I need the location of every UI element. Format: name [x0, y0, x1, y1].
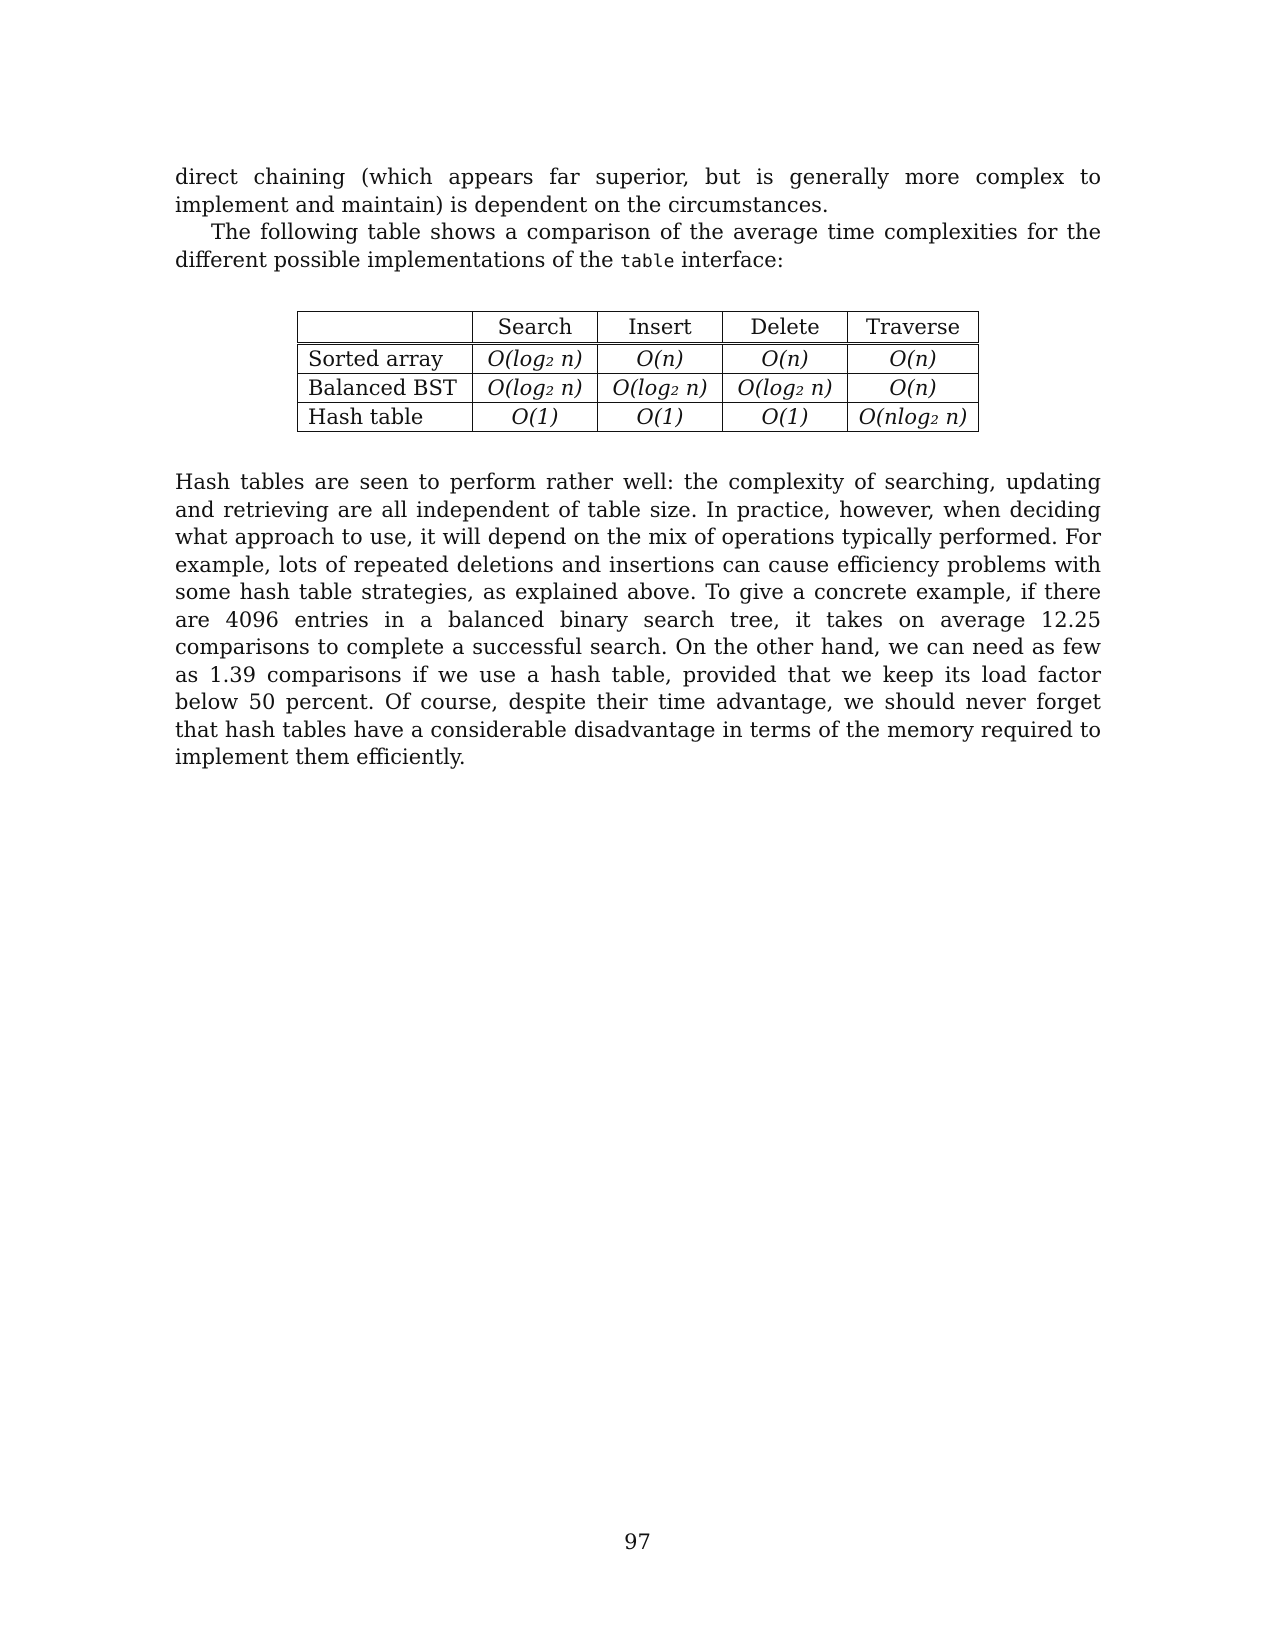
row-label: Sorted array	[298, 344, 473, 374]
table-cell: O(1)	[723, 403, 848, 432]
paragraph-conclusion	[175, 469, 1101, 772]
column-header-insert: Insert	[598, 312, 723, 344]
paragraph-text	[175, 219, 1101, 275]
paragraph-text: direct chaining (which appears far superior, but is generally more complex to implement and maintain) is dependent on the circumstances.	[175, 165, 1101, 217]
table-cell: O(log₂ n)	[473, 374, 598, 403]
table-cell: O(1)	[598, 403, 723, 432]
row-label: Balanced BST	[298, 374, 473, 403]
table-cell: O(n)	[848, 374, 979, 403]
page-number: 97	[624, 1530, 651, 1554]
table-cell: O(n)	[723, 344, 848, 374]
table-header-row	[298, 312, 979, 344]
paragraph-table-intro	[175, 219, 1101, 275]
table-cell: O(n)	[598, 344, 723, 374]
table-cell: O(1)	[473, 403, 598, 432]
row-label: Hash table	[298, 403, 473, 432]
paragraph-text-start: The following table shows a comparison of the average time complexities for the different possible implementations of the	[175, 220, 1101, 272]
paragraph-text-end: interface:	[674, 247, 784, 272]
table-cell: O(n)	[848, 344, 979, 374]
column-header-traverse: Traverse	[848, 312, 979, 344]
table-row	[298, 344, 979, 374]
table-cell: O(nlog₂ n)	[848, 403, 979, 432]
paragraph-intro	[175, 164, 1101, 219]
column-header-empty	[298, 312, 473, 344]
table-cell: O(log₂ n)	[723, 374, 848, 403]
table-cell: O(log₂ n)	[598, 374, 723, 403]
column-header-delete: Delete	[723, 312, 848, 344]
inline-code: table	[620, 250, 675, 272]
table-row	[298, 403, 979, 432]
table-row	[298, 374, 979, 403]
column-header-search: Search	[473, 312, 598, 344]
paragraph-text: Hash tables are seen to perform rather well: the complexity of searching, updating and retrieving are all independent of table size. In practice, however, when deciding what approach to use, it will depend on the mix of operations typically performed. For example, lots of repeated deletions and insertions can cause efficiency problems with some hash table strategies, as explained above. To give a concrete example, if there are 4096 entries in a balanced binary search tree, it takes on average 12.25 comparisons to complete a successful search. On the other hand, we can need as few as 1.39 comparisons if we use a hash table, provided that we keep its load factor below 50 percent. Of course, despite their time advantage, we should never forget that hash tables have a considerable disadvantage in terms of the memory required to implement them efficiently.	[175, 470, 1101, 769]
table-cell: O(log₂ n)	[473, 344, 598, 374]
complexity-table	[297, 311, 979, 432]
